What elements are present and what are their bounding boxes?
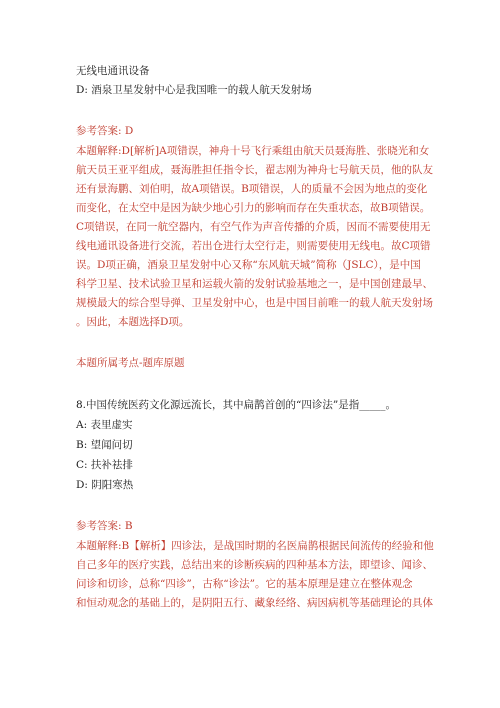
q8-explanation-line: 问诊和切诊，总称“四诊”，古称“诊法”。它的基本原理是建立在整体观念 [76, 578, 413, 590]
q7-explanation-line: 线电通讯设备进行交流，若出仓进行太空行走，则需要使用无线电。故C项错 [76, 240, 431, 252]
q8-option-d: D: 阴阳寒热 [76, 479, 134, 491]
q7-explanation-line: 本题解释:D[解析]A项错误，神舟十号飞行乘组由航天员聂海胜、张晓光和女 [76, 145, 430, 157]
q7-explanation-line: 而变化，在太空中是因为缺少地心引力的影响而存在失重状态，故B项错误。 [76, 202, 431, 214]
q8-explanation-line: 本题解释:B【解析】四诊法，是战国时期的名医扁鹊根据民间流传的经验和他 [76, 540, 434, 552]
q7-explanation-line: 科学卫星、技术试验卫星和运载火箭的发射试验基地之一，是中国创建最早、 [76, 278, 433, 290]
q7-explanation-line: C项错误，在同一航空器内，有空气作为声音传播的介质，因而不需要使用无 [76, 221, 431, 233]
q8-answer-label: 参考答案: B [76, 520, 133, 532]
q8-question: 8.中国传统医药文化源远流长，其中扁鹊首创的“四诊法”是指_____。 [76, 399, 397, 411]
prev-option-d: D: 酒泉卫星发射中心是我国唯一的载人航天发射场 [76, 84, 312, 96]
q7-explanation-line: 误。D项正确，酒泉卫星发射中心又称“东风航天城”简称（JSLC），是中国 [76, 259, 421, 271]
q7-explanation-line: 还有景海鹏、刘伯明，故A项错误。B项错误，人的质量不会因为地点的变化 [76, 183, 428, 195]
q7-explanation-line: 航天员王亚平组成，聂海胜担任指令长，翟志刚为神舟七号航天员，他的队友 [76, 164, 433, 176]
q8-option-b: B: 望闻问切 [76, 439, 133, 451]
q7-explanation-line: 规模最大的综合型导弹、卫星发射中心，也是中国目前唯一的载人航天发射场 [76, 297, 433, 309]
q7-explanation-line: 。因此，本题选择D项。 [76, 316, 190, 328]
q8-explanation-line: 自己多年的医疗实践，总结出来的诊断疾病的四种基本方法，即望诊、闻诊、 [76, 559, 433, 571]
q8-option-c: C: 扶补祛排 [76, 459, 133, 471]
prev-option-c-continuation: 无线电通讯设备 [76, 65, 150, 77]
q7-answer-label: 参考答案: D [76, 125, 134, 137]
q8-explanation-line: 和恒动观念的基础上的，是阴阳五行、藏象经络、病因病机等基础理论的具体 [76, 597, 433, 609]
q7-category: 本题所属考点-题库原题 [76, 357, 185, 369]
q8-option-a: A: 表里虚实 [76, 419, 133, 431]
